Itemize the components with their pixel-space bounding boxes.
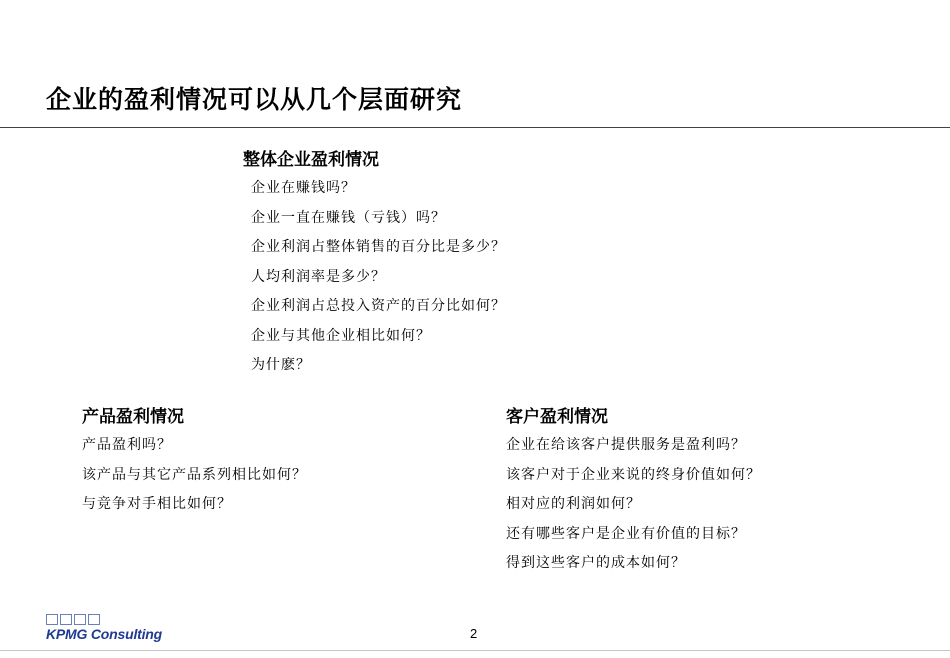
question-list: [506, 435, 761, 583]
section-heading: 整体企业盈利情况: [243, 150, 379, 170]
list-item: 与竞争对手相比如何？: [82, 496, 232, 512]
footer-divider: [0, 650, 950, 651]
list-item: 企业与其他企业相比如何？: [251, 327, 431, 344]
list-item: 企业利润占整体销售的百分比是多少？: [251, 239, 506, 255]
list-item: 企业一直在赚钱（亏钱）吗？: [251, 209, 446, 226]
title-divider: [0, 127, 950, 128]
list-item: 企业在给该客户提供服务是盈利吗？: [506, 437, 746, 453]
page-title: 企业的盈利情况可以从几个层面研究: [46, 85, 463, 114]
question-list: [82, 435, 307, 524]
page-number: 2: [470, 626, 478, 641]
list-item: 该客户对于企业来说的终身价值如何？: [506, 466, 761, 483]
list-item: 为什麽？: [251, 357, 311, 373]
section-heading: 产品盈利情况: [82, 407, 184, 427]
list-item: 得到这些客户的成本如何？: [506, 555, 686, 571]
logo-boxes-icon: [46, 614, 162, 625]
kpmg-logo: [46, 614, 162, 642]
logo-text: KPMG Consulting: [46, 626, 162, 642]
section-overall-profitability: [243, 145, 506, 385]
list-item: 企业利润占总投入资产的百分比如何？: [251, 298, 506, 314]
list-item: 企业在赚钱吗？: [251, 180, 356, 196]
section-product-profitability: [82, 402, 307, 524]
list-item: 相对应的利润如何？: [506, 496, 641, 512]
list-item: 产品盈利吗？: [82, 437, 172, 453]
list-item: 人均利润率是多少？: [251, 268, 386, 285]
list-item: 还有哪些客户是企业有价值的目标？: [506, 525, 746, 542]
section-heading: 客户盈利情况: [506, 407, 608, 427]
question-list: [243, 178, 506, 385]
list-item: 该产品与其它产品系列相比如何？: [82, 466, 307, 483]
section-customer-profitability: [506, 402, 761, 583]
